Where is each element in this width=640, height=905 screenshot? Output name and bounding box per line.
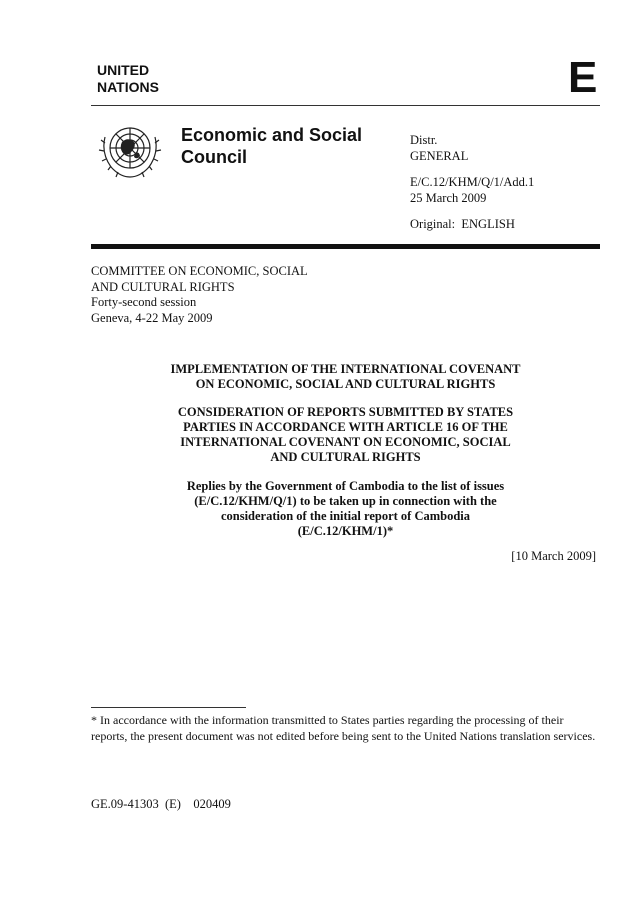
title-line: CONSIDERATION OF REPORTS SUBMITTED BY STATES	[177, 405, 514, 419]
committee-block	[91, 264, 308, 326]
title-line: INTERNATIONAL COVENANT ON ECONOMIC, SOCIAL	[180, 435, 511, 449]
document-date: 25 March 2009	[410, 190, 487, 205]
footnote-divider	[91, 707, 246, 708]
title-line: PARTIES IN ACCORDANCE WITH ARTICLE 16 OF THE	[183, 420, 508, 434]
council-name-line-1: Economic and Social	[181, 125, 363, 145]
title-line: IMPLEMENTATION OF THE INTERNATIONAL COVENANT	[170, 362, 521, 376]
title-line: (E/C.12/KHM/Q/1) to be taken up in connection with the	[194, 494, 497, 508]
title-line: (E/C.12/KHM/1)*	[297, 524, 394, 538]
implementation-title	[91, 362, 600, 392]
title-line: Replies by the Government of Cambodia to the list of issues	[186, 479, 505, 493]
distr-label: Distr.	[410, 133, 438, 147]
organization-name	[97, 62, 159, 96]
header-divider	[91, 105, 600, 106]
title-line: AND CULTURAL RIGHTS	[270, 450, 421, 464]
original-language: Original: ENGLISH	[410, 217, 515, 231]
title-line: ON ECONOMIC, SOCIAL AND CULTURAL RIGHTS	[195, 377, 496, 391]
committee-line-2: AND CULTURAL RIGHTS	[91, 279, 235, 294]
session: Forty-second session	[91, 295, 197, 309]
submission-date: [10 March 2009]	[511, 549, 596, 563]
replies-title	[91, 479, 600, 539]
thick-divider	[91, 244, 600, 249]
job-number: GE.09-41303 (E) 020409	[91, 797, 231, 811]
footnote: * In accordance with the information transmitted to States parties regarding the processing of their reports, the present document was not edited before being sent to the United Nations translation services.	[91, 713, 596, 743]
un-emblem-icon	[95, 115, 165, 185]
committee-line-1: COMMITTEE ON ECONOMIC, SOCIAL	[91, 264, 308, 278]
place-date: Geneva, 4-22 May 2009	[91, 310, 213, 325]
org-line-1: UNITED	[97, 62, 150, 78]
distr-value: GENERAL	[410, 148, 469, 163]
council-name	[181, 124, 362, 168]
consideration-title	[91, 405, 600, 465]
council-name-line-2: Council	[181, 147, 247, 167]
title-line: consideration of the initial report of Cambodia	[220, 509, 471, 523]
org-line-2: NATIONS	[97, 79, 159, 95]
distribution-block	[410, 133, 534, 233]
language-letter: E	[568, 53, 598, 102]
document-symbol: E/C.12/KHM/Q/1/Add.1	[410, 175, 535, 189]
